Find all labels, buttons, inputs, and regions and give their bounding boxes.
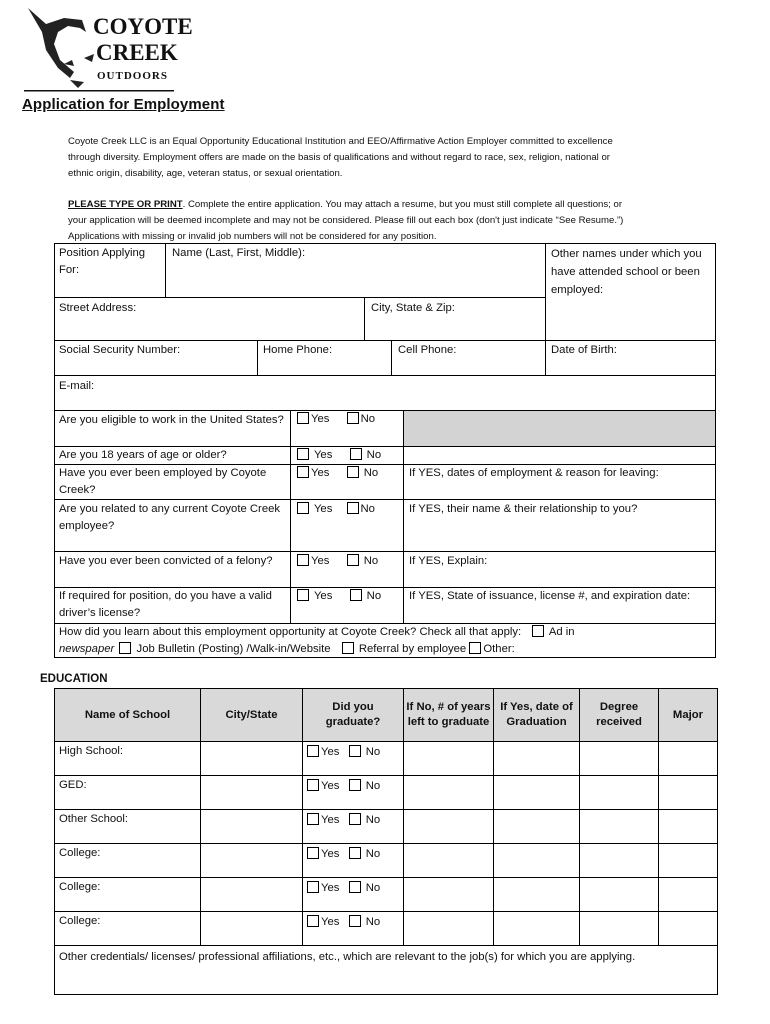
column-header: Did you graduate? [303, 689, 404, 742]
ad-label: Ad in [548, 626, 575, 638]
no-checkbox[interactable] [350, 589, 362, 601]
yes-checkbox[interactable] [307, 779, 319, 791]
other-credentials-row [55, 946, 718, 995]
instruction-line: Applications with missing or invalid job numbers will not be considered for any position. [68, 231, 437, 242]
yes-label: Yes [321, 746, 340, 758]
other-credentials-field[interactable]: Other credentials/ licenses/ professional affiliations, etc., which are relevant to the job(s) for which you are applying. [55, 946, 718, 995]
no-checkbox[interactable] [349, 881, 361, 893]
yes-label: Yes [321, 916, 340, 928]
no-label: No [360, 413, 376, 425]
no-label: No [366, 590, 382, 602]
no-checkbox[interactable] [349, 847, 361, 859]
no-checkbox[interactable] [347, 554, 359, 566]
years-left-cell[interactable] [404, 810, 494, 844]
no-label: No [363, 467, 379, 479]
table-row [55, 776, 718, 810]
city-state-zip-label: City, State & Zip: [371, 302, 455, 314]
graduation-date-cell[interactable] [494, 878, 580, 912]
major-cell[interactable] [659, 912, 718, 946]
yes-no-group [297, 554, 378, 567]
email-label: E-mail: [59, 380, 95, 392]
school-type-label: Other School: [55, 810, 201, 844]
yes-label: Yes [321, 882, 340, 894]
no-checkbox[interactable] [347, 412, 359, 424]
no-checkbox[interactable] [349, 779, 361, 791]
graduation-date-cell[interactable] [494, 912, 580, 946]
no-label: No [365, 780, 381, 792]
eeo-line: through diversity. Employment offers are made on the basis of qualifications and without regard to race, sex, religion, national or [68, 152, 610, 163]
city-state-cell[interactable] [201, 810, 303, 844]
graduation-date-cell[interactable] [494, 742, 580, 776]
cell-phone-label: Cell Phone: [398, 344, 457, 356]
degree-cell[interactable] [580, 844, 659, 878]
graduation-date-cell[interactable] [494, 810, 580, 844]
other-names-label: Other names under which you have attended school or been employed: [551, 248, 702, 296]
graduated-options [303, 742, 404, 776]
ssn-label: Social Security Number: [59, 344, 181, 356]
instruction-line: your application will be deemed incomplete and may not be considered. Please fill out each box (don't just indicate “See Resume.”) [68, 215, 624, 226]
no-checkbox[interactable] [349, 813, 361, 825]
no-label: No [365, 882, 381, 894]
yes-label: Yes [311, 555, 330, 567]
referral-source-section [59, 624, 714, 657]
page-title: Application for Employment [22, 96, 225, 113]
major-cell[interactable] [659, 844, 718, 878]
street-address-label: Street Address: [59, 302, 137, 314]
major-cell[interactable] [659, 742, 718, 776]
felony-detail-label: If YES, Explain: [409, 555, 488, 567]
degree-cell[interactable] [580, 810, 659, 844]
no-label: No [365, 916, 381, 928]
yes-checkbox[interactable] [297, 589, 309, 601]
other-checkbox[interactable] [469, 642, 481, 654]
question-prior-employment: Have you ever been employed by Coyote Creek? [59, 467, 267, 496]
newspaper-label: newspaper [59, 642, 115, 655]
school-type-label: High School: [55, 742, 201, 776]
column-header: Name of School [55, 689, 201, 742]
referral-checkbox[interactable] [342, 642, 354, 654]
referral-label: Referral by employee [358, 642, 467, 655]
yes-label: Yes [321, 848, 340, 860]
school-type-label: GED: [55, 776, 201, 810]
table-row [55, 878, 718, 912]
column-header: Major [659, 689, 718, 742]
graduated-options [303, 878, 404, 912]
school-type-label: College: [55, 844, 201, 878]
license-detail-label: If YES, State of issuance, license #, and expiration date: [409, 590, 691, 602]
yes-no-group [297, 502, 375, 515]
school-type-label: College: [55, 912, 201, 946]
no-label: No [365, 746, 381, 758]
logo-line-1: COYOTE [93, 14, 193, 39]
yes-checkbox[interactable] [307, 915, 319, 927]
no-label: No [360, 503, 375, 515]
yes-label: Yes [313, 590, 333, 602]
education-heading: EDUCATION [40, 673, 108, 685]
shaded-cell [403, 410, 716, 446]
column-header: Degree received [580, 689, 659, 742]
graduated-options [303, 810, 404, 844]
date-of-birth-label: Date of Birth: [551, 344, 617, 356]
eeo-statement [68, 134, 736, 182]
name-field-label: Name (Last, First, Middle): [172, 247, 306, 259]
coyote-head-icon [28, 8, 94, 88]
yes-label: Yes [313, 503, 333, 515]
home-phone-label: Home Phone: [263, 344, 333, 356]
degree-cell[interactable] [580, 742, 659, 776]
graduation-date-cell[interactable] [494, 844, 580, 878]
years-left-cell[interactable] [404, 776, 494, 810]
yes-checkbox[interactable] [307, 813, 319, 825]
table-row [55, 912, 718, 946]
question-work-eligibility: Are you eligible to work in the United States? [59, 414, 284, 426]
years-left-cell[interactable] [404, 878, 494, 912]
type-or-print-notice: PLEASE TYPE OR PRINT [68, 199, 183, 210]
yes-label: Yes [311, 413, 330, 425]
yes-label: Yes [321, 814, 340, 826]
graduated-options [303, 776, 404, 810]
no-label: No [366, 449, 382, 461]
ad-checkbox[interactable] [532, 625, 544, 637]
column-header: If No, # of years left to graduate [404, 689, 494, 742]
graduated-options [303, 912, 404, 946]
city-state-cell[interactable] [201, 912, 303, 946]
instructions [68, 197, 736, 245]
years-left-cell[interactable] [404, 844, 494, 878]
yes-checkbox[interactable] [307, 745, 319, 757]
city-state-cell[interactable] [201, 878, 303, 912]
no-checkbox[interactable] [349, 915, 361, 927]
question-felony: Have you ever been convicted of a felony? [59, 555, 273, 567]
yes-checkbox[interactable] [307, 881, 319, 893]
no-label: No [363, 555, 379, 567]
no-checkbox[interactable] [349, 745, 361, 757]
table-row [55, 742, 718, 776]
yes-no-group [297, 589, 381, 602]
eeo-line: ethnic origin, disability, age, veteran status, or sexual orientation. [68, 168, 343, 179]
major-cell[interactable] [659, 776, 718, 810]
yes-checkbox[interactable] [307, 847, 319, 859]
table-row [55, 844, 718, 878]
graduation-date-cell[interactable] [494, 776, 580, 810]
degree-cell[interactable] [580, 776, 659, 810]
no-label: No [365, 848, 381, 860]
question-age: Are you 18 years of age or older? [59, 449, 227, 461]
logo-line-2: CREEK [96, 40, 178, 65]
education-table [54, 688, 718, 995]
city-state-cell[interactable] [201, 844, 303, 878]
years-left-cell[interactable] [404, 742, 494, 776]
yes-checkbox[interactable] [297, 448, 309, 460]
degree-cell[interactable] [580, 878, 659, 912]
other-label: Other: [483, 642, 515, 655]
yes-no-group [297, 466, 378, 479]
position-applying-label: Position Applying For: [59, 247, 146, 276]
yes-checkbox[interactable] [297, 412, 309, 424]
prior-employment-detail-label: If YES, dates of employment & reason for leaving: [409, 467, 659, 479]
yes-label: Yes [321, 780, 340, 792]
instruction-line: . Complete the entire application. You may attach a resume, but you must still complete all questions; or [182, 199, 623, 210]
personal-info-form [54, 243, 716, 658]
city-state-cell[interactable] [201, 776, 303, 810]
yes-checkbox[interactable] [297, 466, 309, 478]
years-left-cell[interactable] [404, 912, 494, 946]
no-label: No [365, 814, 381, 826]
job-bulletin-checkbox[interactable] [119, 642, 131, 654]
yes-no-group [297, 412, 375, 425]
no-checkbox[interactable] [347, 466, 359, 478]
education-header-row [55, 689, 718, 742]
logo-line-3: OUTDOORS [97, 70, 168, 82]
graduated-options [303, 844, 404, 878]
question-drivers-license: If required for position, do you have a valid driver’s license? [59, 590, 272, 619]
column-header: City/State [201, 689, 303, 742]
major-cell[interactable] [659, 810, 718, 844]
eeo-line: Coyote Creek LLC is an Equal Opportunity Educational Institution and EEO/Affirmative Action Employer committed to excellence [68, 136, 613, 147]
degree-cell[interactable] [580, 912, 659, 946]
yes-checkbox[interactable] [297, 502, 309, 514]
table-row [55, 810, 718, 844]
referral-source-question: How did you learn about this employment opportunity at Coyote Creek? Check all that apply: [59, 626, 522, 638]
major-cell[interactable] [659, 878, 718, 912]
yes-no-group [297, 448, 381, 461]
yes-label: Yes [313, 449, 333, 461]
no-checkbox[interactable] [350, 448, 362, 460]
city-state-cell[interactable] [201, 742, 303, 776]
question-related-employee: Are you related to any current Coyote Creek employee? [59, 503, 281, 532]
no-checkbox[interactable] [347, 502, 359, 514]
yes-label: Yes [311, 467, 330, 479]
yes-checkbox[interactable] [297, 554, 309, 566]
relation-detail-label: If YES, their name & their relationship to you? [409, 503, 638, 515]
job-bulletin-label: Job Bulletin (Posting) /Walk-in/Website [136, 642, 331, 655]
column-header: If Yes, date of Graduation [494, 689, 580, 742]
school-type-label: College: [55, 878, 201, 912]
